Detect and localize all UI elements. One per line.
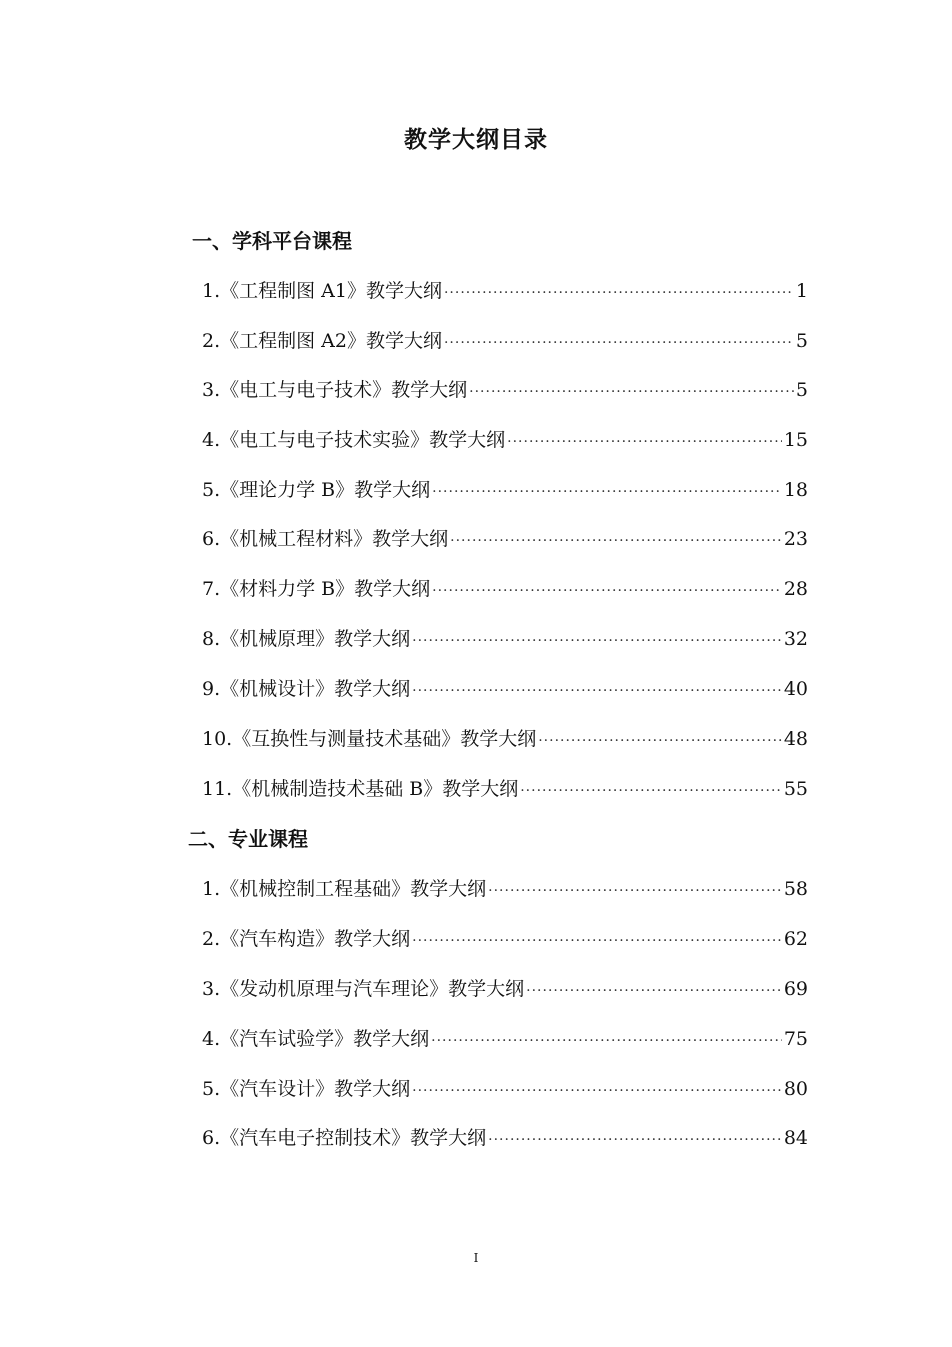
toc-entry[interactable]	[202, 375, 808, 405]
toc-dot-leader	[469, 377, 794, 407]
toc-dot-leader	[520, 776, 782, 806]
toc-entry-label: 2.《工程制图 A2》教学大纲	[202, 330, 442, 352]
toc-entry-label: 10.《互换性与测量技术基础》教学大纲	[202, 728, 537, 750]
toc-entry-page: 40	[783, 678, 808, 700]
toc-entry-page: 75	[783, 1028, 808, 1050]
toc-dot-leader	[488, 1125, 782, 1155]
toc-dot-leader	[507, 427, 782, 457]
toc-entry[interactable]	[202, 724, 808, 754]
toc-entry-label: 7.《材料力学 B》教学大纲	[202, 578, 431, 600]
toc-entry-page: 80	[783, 1078, 808, 1100]
toc-dot-leader	[432, 477, 782, 507]
toc-dot-leader	[450, 526, 782, 556]
toc-entry-label: 9.《机械设计》教学大纲	[202, 678, 411, 700]
toc-entry[interactable]	[202, 674, 808, 704]
toc-entry[interactable]	[202, 276, 808, 306]
toc-entry-label: 11.《机械制造技术基础 B》教学大纲	[202, 778, 519, 800]
toc-entry[interactable]	[202, 574, 808, 604]
section-heading-discipline-platform: 一、学科平台课程	[192, 229, 352, 253]
toc-entry-page: 15	[783, 429, 808, 451]
toc-dot-leader	[412, 926, 782, 956]
toc-entry[interactable]	[202, 475, 808, 505]
toc-entry-label: 6.《机械工程材料》教学大纲	[202, 528, 449, 550]
toc-entry-label: 5.《汽车设计》教学大纲	[202, 1078, 411, 1100]
toc-entry[interactable]	[202, 1024, 808, 1054]
toc-entry-page: 5	[795, 379, 808, 401]
toc-entry-label: 1.《机械控制工程基础》教学大纲	[202, 878, 487, 900]
toc-entry-label: 3.《发动机原理与汽车理论》教学大纲	[202, 978, 525, 1000]
toc-entry[interactable]	[202, 425, 808, 455]
toc-entry-label: 5.《理论力学 B》教学大纲	[202, 479, 431, 501]
toc-entry-label: 4.《汽车试验学》教学大纲	[202, 1028, 430, 1050]
toc-entry[interactable]	[202, 524, 808, 554]
toc-entry-label: 8.《机械原理》教学大纲	[202, 628, 411, 650]
toc-dot-leader	[444, 328, 794, 358]
toc-dot-leader	[526, 976, 782, 1006]
toc-dot-leader	[432, 576, 782, 606]
toc-dot-leader	[412, 626, 782, 656]
toc-entry-page: 5	[795, 330, 808, 352]
toc-entry-label: 6.《汽车电子控制技术》教学大纲	[202, 1127, 487, 1149]
toc-entry[interactable]	[202, 774, 808, 804]
toc-entry-label: 2.《汽车构造》教学大纲	[202, 928, 411, 950]
toc-entry[interactable]	[202, 1074, 808, 1104]
toc-entry-page: 1	[795, 280, 808, 302]
toc-entry-page: 69	[783, 978, 808, 1000]
toc-entry[interactable]	[202, 1123, 808, 1153]
toc-entry-page: 28	[783, 578, 808, 600]
toc-dot-leader	[488, 876, 782, 906]
page-number: I	[473, 1251, 479, 1265]
toc-entry-label: 1.《工程制图 A1》教学大纲	[202, 280, 442, 302]
toc-entry[interactable]	[202, 624, 808, 654]
toc-entry[interactable]	[202, 874, 808, 904]
toc-entry-page: 62	[783, 928, 808, 950]
toc-entry[interactable]	[202, 924, 808, 954]
toc-entry[interactable]	[202, 974, 808, 1004]
toc-entry-page: 58	[783, 878, 808, 900]
toc-entry-label: 4.《电工与电子技术实验》教学大纲	[202, 429, 506, 451]
toc-entry-page: 32	[783, 628, 808, 650]
toc-entry[interactable]	[202, 326, 808, 356]
document-title: 教学大纲目录	[404, 127, 548, 153]
toc-entry-page: 55	[783, 778, 808, 800]
toc-dot-leader	[412, 1076, 782, 1106]
toc-entry-page: 84	[783, 1127, 808, 1149]
toc-entry-page: 48	[783, 728, 808, 750]
toc-dot-leader	[431, 1026, 782, 1056]
section-heading-professional-courses: 二、专业课程	[188, 827, 308, 851]
toc-dot-leader	[444, 278, 794, 308]
toc-entry-page: 18	[783, 479, 808, 501]
toc-dot-leader	[538, 726, 782, 756]
toc-entry-page: 23	[783, 528, 808, 550]
toc-entry-label: 3.《电工与电子技术》教学大纲	[202, 379, 468, 401]
toc-dot-leader	[412, 676, 782, 706]
